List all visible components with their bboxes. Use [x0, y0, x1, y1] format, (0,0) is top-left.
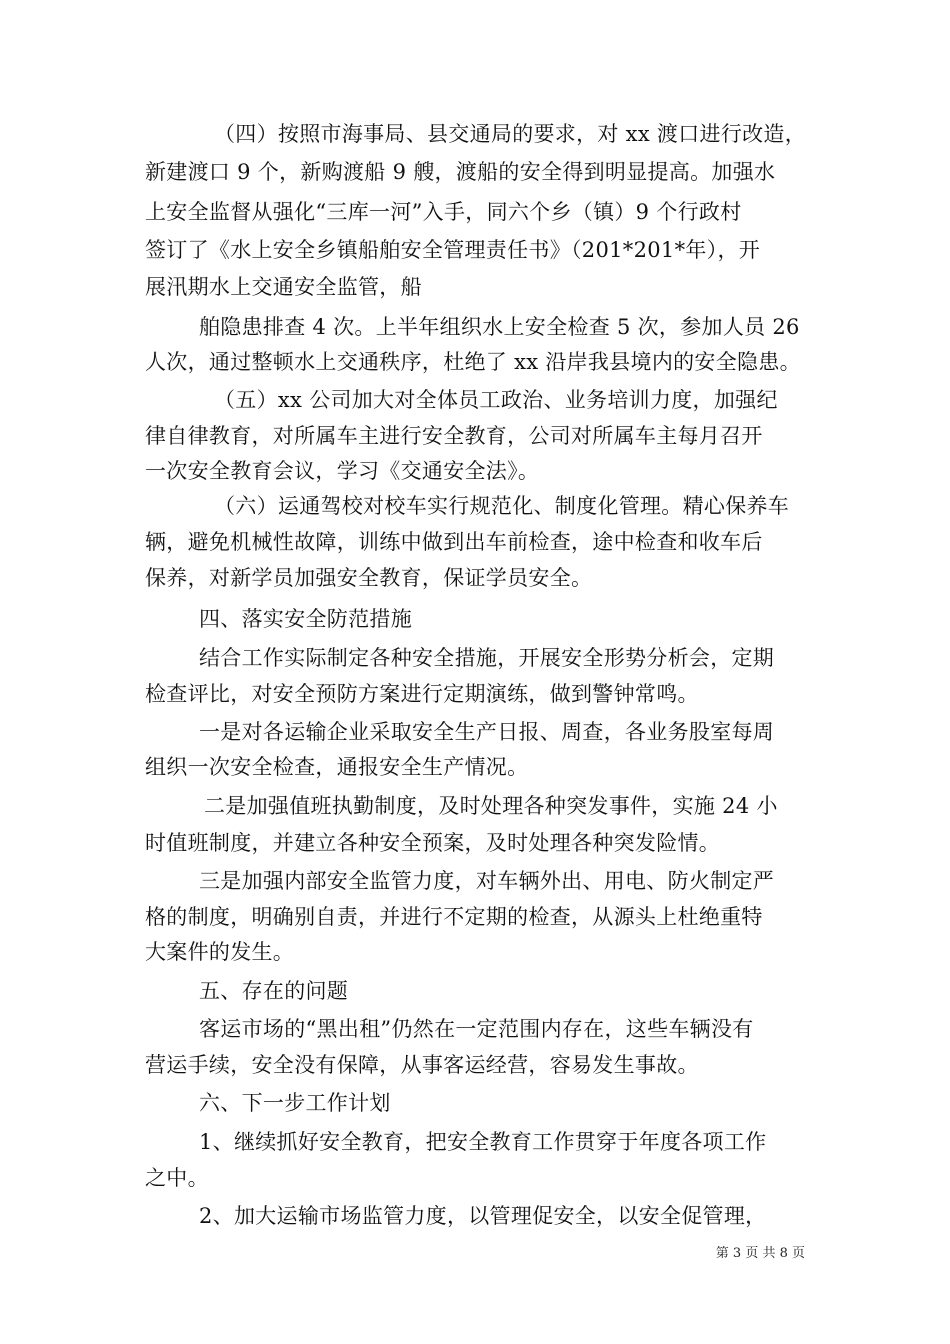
paragraph-line: （六）运通驾校对校车实行规范化、制度化管理。精心保养车 — [214, 494, 790, 518]
page-number-footer: 第 3 页 共 8 页 — [715, 1246, 805, 1261]
paragraph-line: （五）xx 公司加大对全体员工政治、业务培训力度，加强纪 — [214, 388, 778, 412]
paragraph-line: 大案件的发生。 — [145, 940, 295, 964]
paragraph-line: 一次安全教育会议，学习《交通安全法》。 — [145, 459, 540, 483]
paragraph-line: 三是加强内部安全监管力度，对车辆外出、用电、防火制定严 — [199, 869, 775, 893]
section-heading: 六、下一步工作计划 — [199, 1091, 391, 1115]
paragraph-line: 客运市场的“黑出租”仍然在一定范围内存在，这些车辆没有 — [199, 1017, 754, 1041]
paragraph-line: 格的制度，明确别自责，并进行不定期的检查，从源头上杜绝重特 — [145, 905, 763, 929]
paragraph-line: 检查评比，对安全预防方案进行定期演练，做到警钟常鸣。 — [145, 682, 699, 706]
paragraph-line: 舶隐患排查 4 次。上半年组织水上安全检查 5 次，参加人员 26 — [199, 315, 800, 339]
paragraph-line: 展汛期水上交通安全监管，船 — [145, 275, 422, 299]
paragraph-line: 一是对各运输企业采取安全生产日报、周查，各业务股室每周 — [199, 720, 775, 744]
paragraph-line: 二是加强值班执勤制度，及时处理各种突发事件，实施 24 小 — [204, 794, 778, 818]
paragraph-line: 之中。 — [145, 1166, 209, 1190]
section-heading: 四、落实安全防范措施 — [199, 607, 412, 631]
paragraph-line: 新建渡口 9 个，新购渡船 9 艘，渡船的安全得到明显提高。加强水 — [145, 160, 776, 184]
paragraph-line: 签订了《水上安全乡镇船舶安全管理责任书》（201*201*年），开 — [145, 238, 761, 262]
paragraph-line: 1、继续抓好安全教育，把安全教育工作贯穿于年度各项工作 — [199, 1130, 767, 1154]
paragraph-line: 辆，避免机械性故障，训练中做到出车前检查，途中检查和收车后 — [145, 530, 763, 554]
paragraph-line: 组织一次安全检查，通报安全生产情况。 — [145, 755, 529, 779]
paragraph-line: （四）按照市海事局、县交通局的要求，对 xx 渡口进行改造， — [214, 122, 807, 146]
paragraph-line: 上安全监督从强化“三库一河”入手，同六个乡（镇）9 个行政村 — [145, 200, 742, 224]
paragraph-line: 时值班制度，并建立各种安全预案，及时处理各种突发险情。 — [145, 831, 721, 855]
paragraph-line: 保养，对新学员加强安全教育，保证学员安全。 — [145, 566, 593, 590]
section-heading: 五、存在的问题 — [199, 979, 349, 1003]
paragraph-line: 营运手续，安全没有保障，从事客运经营，容易发生事故。 — [145, 1053, 699, 1077]
paragraph-line: 人次，通过整顿水上交通秩序，杜绝了 xx 沿岸我县境内的安全隐患。 — [145, 350, 801, 374]
paragraph-line: 律自律教育，对所属车主进行安全教育，公司对所属车主每月召开 — [145, 424, 763, 448]
paragraph-line: 2、加大运输市场监管力度，以管理促安全，以安全促管理， — [199, 1204, 767, 1228]
paragraph-line: 结合工作实际制定各种安全措施，开展安全形势分析会，定期 — [199, 646, 775, 670]
